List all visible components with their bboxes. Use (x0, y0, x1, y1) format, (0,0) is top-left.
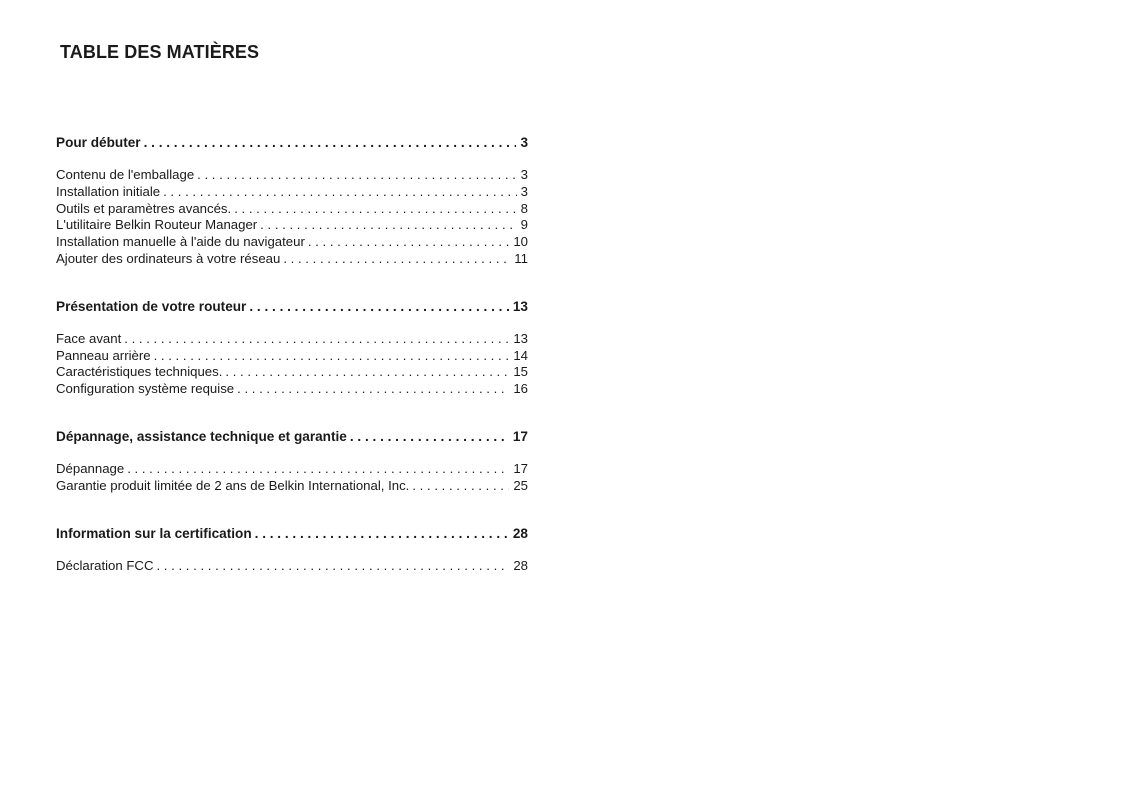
toc-section-getting-started (56, 134, 528, 268)
toc-entry-label: Panneau arrière (56, 347, 151, 363)
dot-leader (249, 298, 509, 316)
toc-heading[interactable] (56, 134, 528, 152)
toc-entry[interactable] (56, 558, 528, 575)
toc-entry[interactable] (56, 478, 528, 495)
toc-entry[interactable] (56, 364, 528, 381)
toc-page-number: 17 (513, 460, 528, 476)
toc-entry[interactable] (56, 234, 528, 251)
dot-leader (124, 331, 509, 348)
toc-entry[interactable] (56, 184, 528, 201)
toc-heading[interactable] (56, 525, 528, 543)
toc-heading[interactable] (56, 428, 528, 446)
dot-leader (255, 525, 509, 543)
toc-entry-label: Dépannage (56, 460, 125, 476)
toc-page-number: 15 (513, 364, 528, 380)
dot-leader (283, 251, 510, 268)
toc-entry[interactable] (56, 201, 528, 218)
dot-leader (234, 201, 516, 218)
dot-leader (163, 184, 517, 201)
toc-page-number: 13 (513, 330, 528, 346)
toc-entry[interactable] (56, 251, 528, 268)
toc-entry-label: Garantie produit limitée de 2 ans de Belkin International, Inc. (56, 477, 410, 493)
toc-entry[interactable] (56, 381, 528, 398)
toc-entry-label: Face avant (56, 330, 122, 346)
toc-entry[interactable] (56, 167, 528, 184)
toc-page-number: 9 (520, 217, 528, 233)
toc-entry-label: L'utilitaire Belkin Routeur Manager (56, 217, 258, 233)
dot-leader (260, 217, 516, 234)
toc-page-number: 28 (512, 525, 528, 541)
toc-page-number: 16 (513, 381, 528, 397)
toc-section-router-overview (56, 298, 528, 398)
dot-leader (308, 234, 509, 251)
dot-leader (156, 558, 509, 575)
table-of-contents (56, 134, 528, 604)
toc-entry-label: Caractéristiques techniques. (56, 364, 223, 380)
toc-entry-label: Configuration système requise (56, 381, 235, 397)
toc-page-number: 3 (520, 167, 528, 182)
toc-entry[interactable] (56, 348, 528, 365)
toc-entry-label: Ajouter des ordinateurs à votre réseau (56, 250, 281, 266)
toc-heading[interactable] (56, 298, 528, 316)
dot-leader (127, 461, 509, 478)
page-title: TABLE DES MATIÈRES (60, 42, 260, 62)
toc-heading-label: Information sur la certification (56, 525, 252, 541)
dot-leader (412, 478, 509, 495)
toc-entry-label: Installation manuelle à l'aide du navigateur (56, 234, 305, 250)
toc-entry[interactable] (56, 217, 528, 234)
toc-entry[interactable] (56, 461, 528, 478)
toc-page-number: 8 (520, 200, 528, 216)
dot-leader (197, 167, 517, 184)
toc-page-number: 28 (513, 557, 528, 573)
toc-heading-label: Présentation de votre routeur (56, 298, 247, 314)
toc-section-certification (56, 525, 528, 575)
toc-entry-label: Outils et paramètres avancés. (56, 200, 232, 216)
toc-entry-label: Contenu de l'emballage (56, 167, 195, 182)
toc-page-number: 3 (520, 183, 528, 199)
dot-leader (154, 348, 510, 365)
toc-entry-label: Installation initiale (56, 183, 161, 199)
toc-page-number: 17 (512, 428, 528, 444)
toc-page-number: 14 (513, 347, 528, 363)
toc-page-number: 13 (512, 298, 528, 314)
toc-heading-label: Dépannage, assistance technique et garantie (56, 428, 347, 444)
toc-page-number: 3 (520, 135, 528, 150)
dot-leader (237, 381, 509, 398)
dot-leader (350, 428, 509, 446)
toc-page-number: 10 (513, 234, 528, 250)
toc-entry[interactable] (56, 331, 528, 348)
dot-leader (225, 364, 509, 381)
toc-entry-label: Déclaration FCC (56, 557, 154, 573)
toc-page-number: 11 (514, 250, 528, 266)
toc-heading-label: Pour débuter (56, 135, 141, 150)
toc-page-number: 25 (513, 477, 528, 493)
toc-section-troubleshooting (56, 428, 528, 495)
dot-leader (144, 134, 517, 152)
